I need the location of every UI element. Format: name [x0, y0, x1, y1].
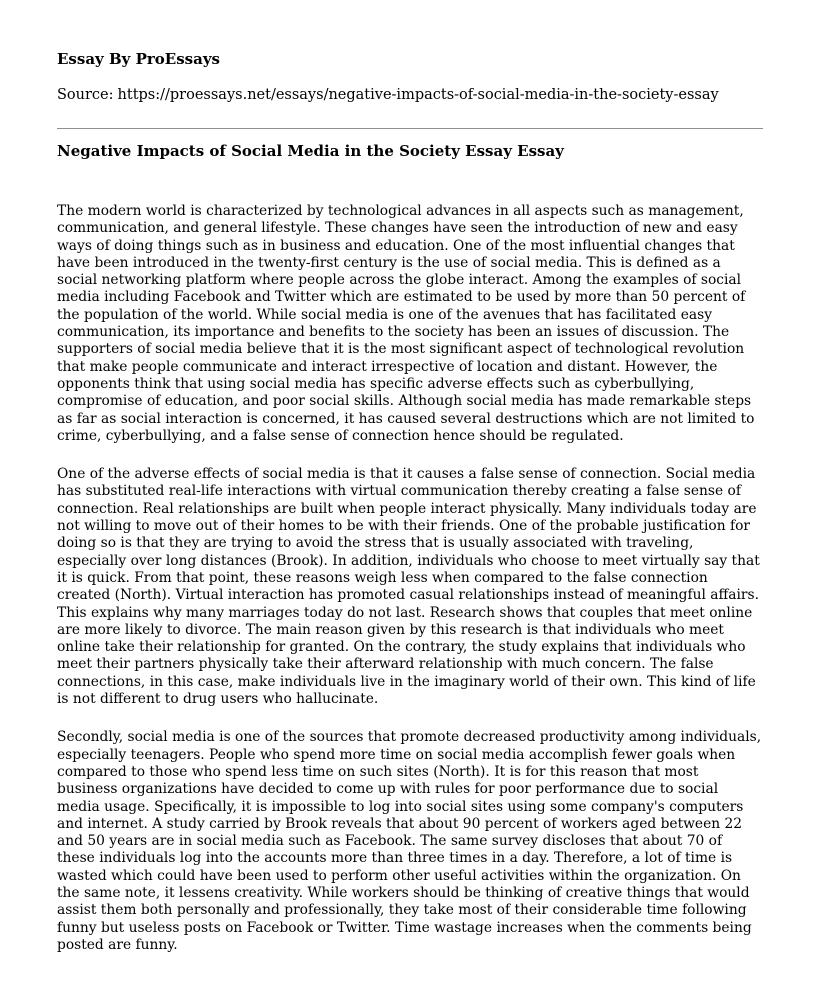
- source-line: [57, 86, 763, 104]
- source-url[interactable]: https://proessays.net/essays/negative-impacts-of-social-media-in-the-society-essay: [117, 87, 719, 103]
- essay-paragraph: One of the adverse effects of social media is that it causes a false sense of connection. Social media has substituted real-life interactions with virtual communication thereby creating a false sense of connection. Real relationships are built when people interact physically. Many individuals today are not willing to move out of their homes to be with their friends. One of the probable justification for doing so is that they are trying to avoid the stress that is usually associated with traveling, especially over long distances (Brook). In addition, individuals who choose to meet virtually say that it is quick. From that point, these reasons weigh less when compared to the false connection created (North). Virtual interaction has promoted casual relationships instead of meaningful affairs. This explains why many marriages today do not last. Research shows that couples that meet online are more likely to divorce. The main reason given by this research is that individuals who meet online take their relationship for granted. On the contrary, the study explains that individuals who meet their partners physically take their afterward relationship with much concern. The false connections, in this case, make individuals live in the imaginary world of their own. This kind of life is not different to drug users who hallucinate.: [57, 466, 760, 708]
- essay-title: Negative Impacts of Social Media in the Society Essay Essay: [57, 142, 564, 160]
- essay-body: [57, 203, 763, 954]
- byline: Essay By ProEssays: [57, 50, 220, 68]
- essay-paragraph: Secondly, social media is one of the sources that promote decreased productivity among individuals, especially teenagers. People who spend more time on social media accomplish fewer goals when compared to those who spend less time on such sites (North). It is for this reason that most business organizations have decided to come up with rules for poor performance due to social media usage. Specifically, it is impossible to log into social sites using some company's computers and internet. A study carried by Brook reveals that about 90 percent of workers aged between 22 and 50 years are in social media such as Facebook. The same survey discloses that about 70 of these individuals log into the accounts more than three times in a day. Therefore, a lot of time is wasted which could have been used to perform other useful activities within the organization. On the same note, it lessens creativity. While workers should be thinking of creative things that would assist them both personally and professionally, they take most of their considerable time following funny but useless posts on Facebook or Twitter. Time wastage increases when the comments being posted are funny.: [57, 729, 762, 953]
- source-label: Source:: [57, 87, 114, 103]
- essay-paragraph: The modern world is characterized by technological advances in all aspects such as management, communication, and general lifestyle. These changes have seen the introduction of new and easy ways of doing things such as in business and education. One of the most influential changes that have been introduced in the twenty-first century is the use of social media. This is defined as a social networking platform where people across the globe interact. Among the examples of social media including Facebook and Twitter which are estimated to be used by more than 50 percent of the population of the world. While social media is one of the avenues that has facilitated easy communication, its importance and benefits to the society has been an issues of discussion. The supporters of social media believe that it is the most significant aspect of technological revolution that make people communicate and interact irrespective of location and distant. However, the opponents think that using social media has specific adverse effects such as cyberbullying, compromise of education, and poor social skills. Although social media has made remarkable steps as far as social interaction is concerned, it has caused several destructions which are not limited to crime, cyberbullying, and a false sense of connection hence should be regulated.: [57, 203, 755, 444]
- divider: [57, 128, 763, 129]
